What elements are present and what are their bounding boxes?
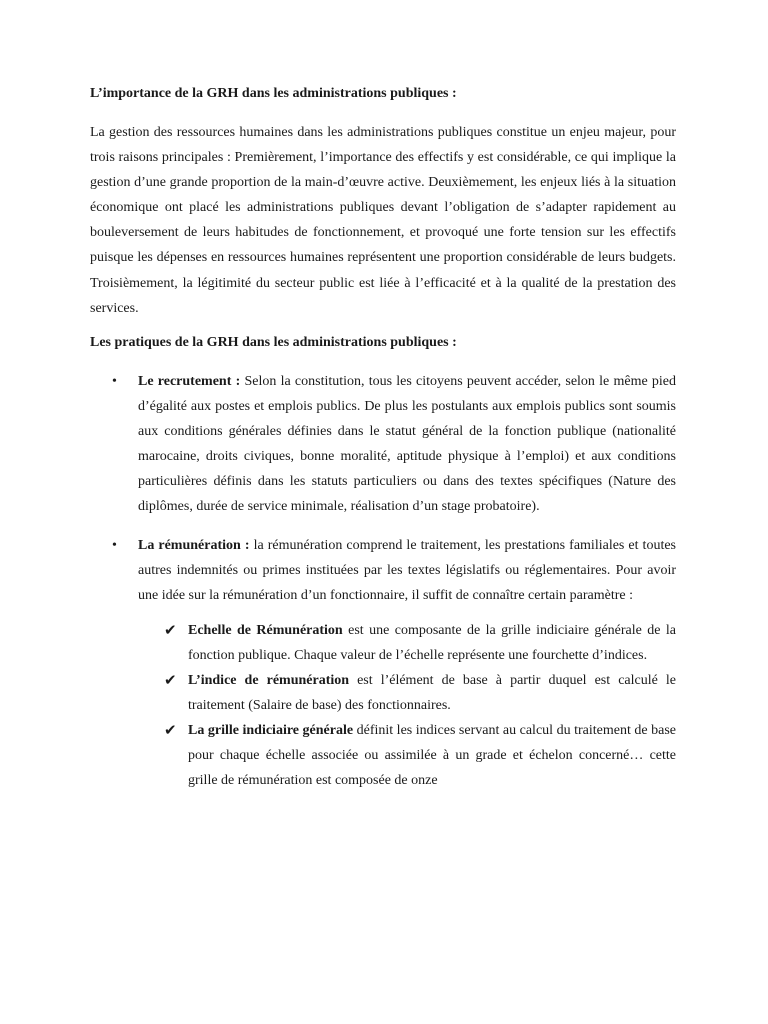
checkmark-icon: ✔ — [164, 620, 177, 639]
check-item-grille — [164, 718, 676, 793]
bullet-recrutement — [90, 369, 676, 519]
bullet-term-remuneration: La rémunération : — [138, 537, 250, 553]
check-item-echelle — [164, 618, 676, 668]
bullet-dot-icon: • — [112, 373, 117, 389]
bullet-dot-icon: • — [112, 537, 117, 553]
remuneration-parameters-list — [164, 618, 676, 793]
check-term-grille: La grille indiciaire générale — [188, 722, 354, 738]
bullet-text-remuneration: la rémunération comprend le traitement, les prestations familiales et toutes autres indemnités ou primes instituées par les textes législatifs ou réglementaires. Pour avoir une idée sur la rémunération d’un fonctionnaire, il suffit de connaître certain paramètre : — [138, 537, 676, 603]
bullet-term-recrutement: Le recrutement : — [138, 373, 241, 389]
check-item-indice — [164, 668, 676, 718]
checkmark-icon: ✔ — [164, 720, 177, 739]
section-heading-pratiques: Les pratiques de la GRH dans les administrations publiques : — [90, 334, 457, 350]
check-text-indice: est l’élément de base à partir duquel est calculé le traitement (Salaire de base) des fonctionnaires. — [188, 672, 676, 713]
practices-list — [90, 369, 676, 793]
check-term-indice: L’indice de rémunération — [188, 672, 350, 688]
bullet-text-recrutement: Selon la constitution, tous les citoyens peuvent accéder, selon le même pied d’égalité aux postes et emplois publics. De plus les postulants aux emplois publics sont soumis aux conditions générales définies dans le statut général de la fonction publique (nationalité marocaine, droits civiques, bonne moralité, aptitude physique à l’emploi) et aux conditions particulières définis dans les statuts particuliers ou dans des textes spécifiques (Nature des diplômes, durée de service minimale, réalisation d’un stage probatoire). — [138, 373, 676, 514]
check-text-grille: définit les indices servant au calcul du traitement de base pour chaque échelle associée ou assimilée à un grade et échelon concerné… cette grille de rémunération est composée de onze — [188, 722, 676, 788]
check-text-echelle: est une composante de la grille indiciaire générale de la fonction publique. Chaque valeur de l’échelle représente une fourchette d’indices. — [188, 622, 676, 663]
check-term-echelle: Echelle de Rémunération — [188, 622, 343, 638]
document-page — [90, 84, 676, 807]
checkmark-icon: ✔ — [164, 670, 177, 689]
intro-paragraph: La gestion des ressources humaines dans les administrations publiques constitue un enjeu majeur, pour trois raisons principales : Premièrement, l’importance des effectifs y est considérable, ce qui implique la gestion d’une grande proportion de la main-d’œuvre active. Deuxièmement, les enjeux liés à la situation économique ont placé les administrations publiques devant l’obligation de s’adapter rapidement au bouleversement de leurs habitudes de fonctionnement, et provoqué une forte tension sur les effectifs puisque les dépenses en ressources humaines représentent une proportion considérable de leurs budgets. Troisièmement, la légitimité du secteur public est liée à l’efficacité et à la qualité de la prestation des services. — [90, 125, 676, 316]
bullet-remuneration — [90, 533, 676, 793]
section-heading-importance: L’importance de la GRH dans les administrations publiques : — [90, 86, 457, 101]
